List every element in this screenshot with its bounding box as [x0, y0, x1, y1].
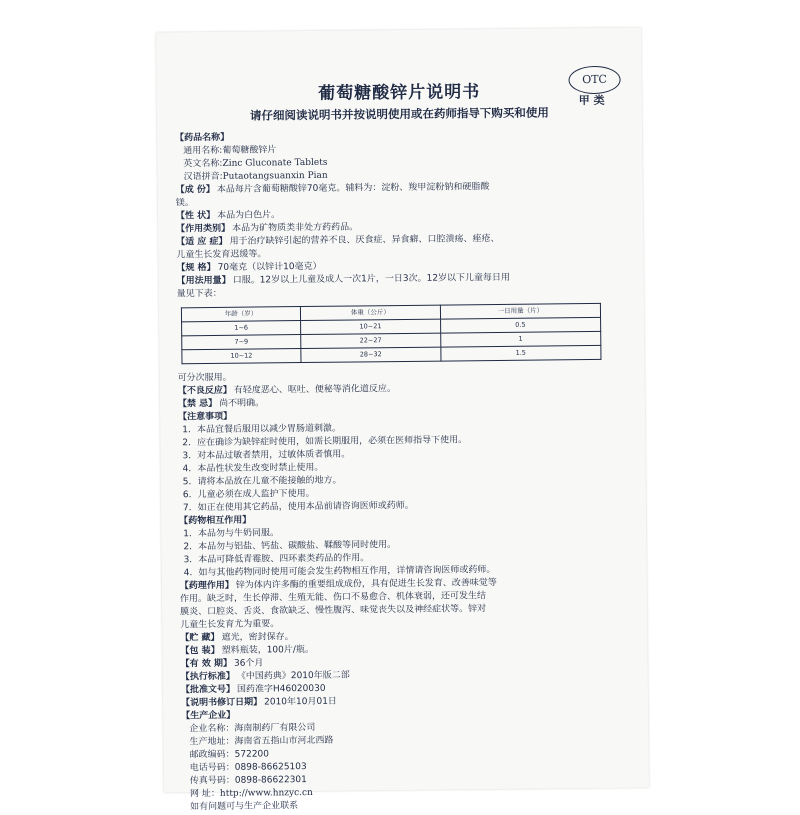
leaflet-title: 葡萄糖酸锌片说明书 — [318, 82, 481, 104]
table-cell: 1.5 — [441, 345, 601, 361]
dosage-text-cont: 量见下表： — [176, 288, 222, 300]
dosage-table — [181, 303, 602, 364]
section-label: 【 用法用量 】 — [177, 275, 231, 289]
pharmacology-text-cont: 儿童生长发育尤为重要。 — [180, 619, 280, 631]
table-cell: 10~21 — [301, 319, 441, 334]
table-cell: 0.5 — [440, 317, 600, 333]
approval-text: 国药准字H46020030 — [236, 683, 326, 695]
list-item: 1．本品勿与牛奶同服。 — [183, 528, 280, 540]
category-text: 本品为矿物质类非处方药药品。 — [232, 222, 359, 234]
standard-text: 《中国药典》2010年版二部 — [236, 670, 350, 682]
table-cell: 10~12 — [182, 349, 301, 364]
section-label: 【 禁 忌 】 — [178, 398, 217, 411]
field-label: 生产地址： — [189, 736, 235, 748]
table-header: 一日用量（片） — [440, 303, 600, 319]
revision-text: 2010年10月01日 — [264, 696, 337, 708]
section-label: 【 药理作用 】 — [180, 580, 234, 594]
list-item: 4．如与其他药物同时使用可能会发生药物相互作用，详情请咨询医师或药师。 — [183, 565, 496, 579]
list-item: 3．对本品过敏者禁用，过敏体质者慎用。 — [182, 449, 351, 462]
leaflet-subtitle: 请仔细阅读说明书并按说明使用或在药师指导下购买和使用 — [249, 105, 549, 123]
section-label: 【 有 效 期 】 — [181, 658, 232, 672]
section-label: 【 作用类别 】 — [176, 223, 230, 237]
pharmacology-text: 锌为体内许多酶的重要组成成份，具有促进生长发育、改善味觉等 — [235, 578, 497, 591]
section-label: 【 成 份 】 — [176, 184, 215, 197]
section-label: 【 包 装 】 — [180, 645, 219, 658]
section-label: 【 执行标准 】 — [181, 671, 235, 685]
section-label: 【 药品名称 】 — [175, 132, 229, 146]
field-label: 企业名称： — [189, 723, 235, 735]
otc-badge: OTC — [568, 66, 620, 95]
field-label: 通用名称: — [183, 145, 223, 157]
section-label: 【 批准文号 】 — [181, 684, 235, 698]
composition-text-cont: 镁。 — [175, 198, 194, 209]
manufacturer-name: 海南制药厂有限公司 — [234, 722, 316, 734]
list-item: 2．本品勿与铝盐、钙盐、碳酸盐、鞣酸等同时使用。 — [183, 540, 397, 553]
website-url: http://www.hnzyc.cn — [219, 787, 313, 799]
table-cell: 22~27 — [301, 333, 441, 348]
pharmacology-text-cont: 膜炎、口腔炎、舌炎、食欲缺乏、慢性腹泻、味觉丧失以及神经症状等。锌对 — [180, 604, 487, 618]
pinyin-name: Putaotangsuanxin Pian — [222, 170, 328, 182]
section-label: 【 性 状 】 — [176, 210, 215, 223]
list-item: 4．本品性状发生改变时禁止使用。 — [182, 462, 324, 475]
list-item: 3．本品可降低青霉胺、四环素类药品的作用。 — [183, 553, 370, 566]
contraindications-text: 尚不明确。 — [219, 398, 265, 409]
field-label: 电话号码： — [189, 762, 235, 774]
list-item: 5．请将本品放在儿童不能接触的地方。 — [182, 475, 342, 488]
indications-text: 用于治疗缺锌引起的营养不良、厌食症、异食癖、口腔溃疡、痤疮、 — [229, 233, 500, 247]
table-row — [182, 345, 601, 363]
section-label: 【 贮 藏 】 — [180, 632, 219, 645]
section-label: 【 药物相互作用 】 — [179, 515, 251, 529]
field-label: 网 址： — [189, 788, 220, 800]
dosage-text: 口服。12岁以上儿童及成人一次1片，一日3次。12岁以下儿童每日用 — [232, 272, 511, 286]
leaflet-body — [175, 128, 637, 815]
adverse-text: 有轻度恶心、呕吐、便秘等消化道反应。 — [233, 384, 396, 396]
table-header: 体重（公斤） — [300, 305, 440, 320]
contact-note: 如有问题可与生产企业联系 — [190, 801, 299, 813]
english-name: Zinc Gluconate Tablets — [222, 157, 328, 169]
table-cell: 1 — [440, 331, 600, 347]
package-text: 塑料瓶装，100片/瓶。 — [221, 644, 314, 656]
list-item: 7．如正在使用其它药品，使用本品前请咨询医师或药师。 — [182, 500, 414, 514]
list-item: 2．应在确诊为缺锌症时使用，如需长期服用，必须在医师指导下使用。 — [182, 435, 468, 449]
postcode: 572200 — [234, 749, 270, 760]
validity-text: 36个月 — [233, 658, 264, 669]
indications-text-cont: 儿童生长发育迟缓等。 — [176, 249, 267, 261]
dosage-note: 可分次服用。 — [177, 372, 232, 384]
section-label: 【 注意事项 】 — [178, 411, 232, 425]
composition-text: 本品每片含葡萄糖酸锌70毫克。辅料为：淀粉、羧甲淀粉钠和硬脂酸 — [216, 182, 490, 195]
manufacturer-address: 海南省五指山市河北西路 — [234, 735, 334, 747]
table-cell: 28~32 — [301, 347, 441, 362]
storage-text: 遮光，密封保存。 — [221, 632, 294, 643]
table-cell: 1~6 — [182, 321, 301, 336]
field-label: 传真号码： — [189, 775, 235, 787]
list-item: 6．儿童必须在成人监护下使用。 — [182, 488, 315, 501]
phone-number: 0898-86625103 — [234, 762, 307, 773]
leaflet-sheet — [156, 27, 649, 813]
section-label: 【 生产企业 】 — [181, 710, 235, 724]
pharmacology-text-cont: 作用。缺乏时，生长停滞、生殖无能、伤口不易愈合、机体衰弱，还可发生结 — [179, 591, 487, 605]
fax-number: 0898-86622301 — [234, 775, 307, 786]
generic-name: 葡萄糖酸锌片 — [222, 145, 277, 156]
otc-class-label: 甲 类 — [578, 93, 605, 108]
section-label: 【 说明书修订日期 】 — [181, 696, 262, 710]
section-label: 【 适 应 症 】 — [176, 236, 227, 250]
field-label: 汉语拼音: — [183, 171, 223, 183]
specification-text: 70毫克（以锌计10毫克） — [217, 261, 322, 273]
table-cell: 7~9 — [182, 335, 301, 350]
section-label: 【 不良反应 】 — [178, 385, 232, 399]
table-header: 年龄（岁） — [181, 307, 300, 322]
field-label: 邮政编码： — [189, 749, 235, 761]
appearance-text: 本品为白色片。 — [217, 210, 281, 221]
field-label: 英文名称: — [183, 158, 223, 170]
section-label: 【 规 格 】 — [176, 262, 215, 275]
list-item: 1．本品宜餐后服用以减少胃肠道刺激。 — [182, 423, 341, 436]
